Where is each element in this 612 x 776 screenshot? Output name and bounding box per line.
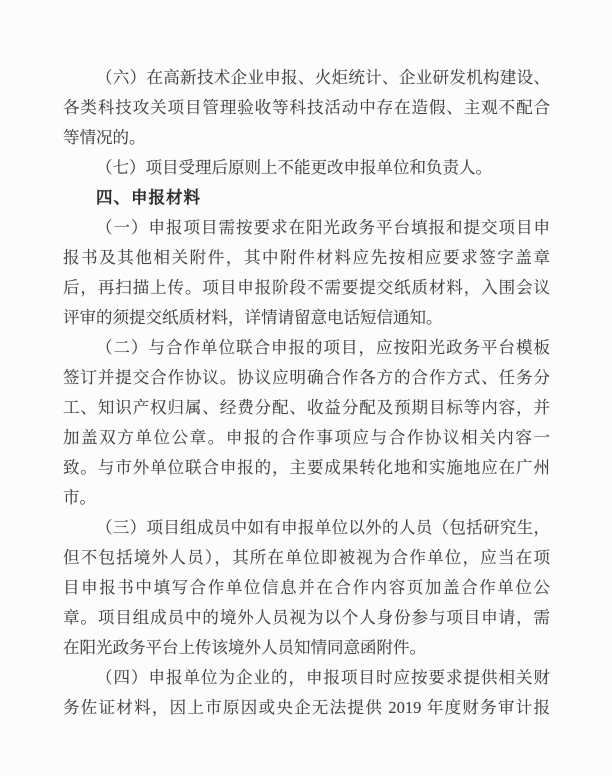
- text-line: 市。: [63, 488, 96, 507]
- text-line: 致。与市外单位联合申报的，主要成果转化地和实施地应在广州: [63, 458, 550, 477]
- text-line: 目申报书中填写合作单位信息并在合作内容页加盖合作单位公: [63, 578, 550, 597]
- text-line: 在阳光政务平台上传该境外人员知情同意函附件。: [63, 638, 426, 657]
- document-text-block: [63, 63, 550, 723]
- text-line: （三）项目组成员中如有申报单位以外的人员（包括研究生，: [96, 518, 550, 537]
- text-line: 工、知识产权归属、经费分配、收益分配及预期目标等内容，并: [63, 398, 550, 417]
- text-line: 各类科技攻关项目管理验收等科技活动中存在造假、主观不配合: [63, 98, 550, 117]
- text-line: 但不包括境外人员），其所在单位即被视为合作单位，应当在项: [63, 548, 550, 567]
- text-line: （六）在高新技术企业申报、火炬统计、企业研发机构建设、: [96, 68, 550, 87]
- text-line: （一）申报项目需按要求在阳光政务平台填报和提交项目申: [96, 218, 550, 237]
- section-heading-materials: 四、申报材料: [96, 189, 201, 207]
- text-line: 签订并提交合作协议。协议应明确合作各方的合作方式、任务分: [63, 368, 550, 387]
- text-line: 评审的须提交纸质材料，详情请留意电话短信通知。: [63, 308, 443, 327]
- text-line: （二）与合作单位联合申报的项目，应按阳光政务平台模板: [96, 338, 550, 357]
- text-line: 加盖双方单位公章。申报的合作事项应与合作协议相关内容一: [63, 428, 550, 447]
- text-line: 等情况的。: [63, 128, 146, 147]
- text-line: 后，再扫描上传。项目申报阶段不需要提交纸质材料，入围会议: [63, 278, 550, 297]
- text-line: 务佐证材料，因上市原因或央企无法提供 2019 年度财务审计报: [63, 698, 550, 717]
- text-line: 章。项目组成员中的境外人员视为以个人身份参与项目申请，需: [63, 608, 550, 627]
- text-line: 报书及其他相关附件，其中附件材料应先按相应要求签字盖章: [63, 248, 550, 267]
- text-line: （七）项目受理后原则上不能更改申报单位和负责人。: [96, 158, 492, 177]
- text-line: （四）申报单位为企业的，申报项目时应按要求提供相关财: [96, 668, 550, 687]
